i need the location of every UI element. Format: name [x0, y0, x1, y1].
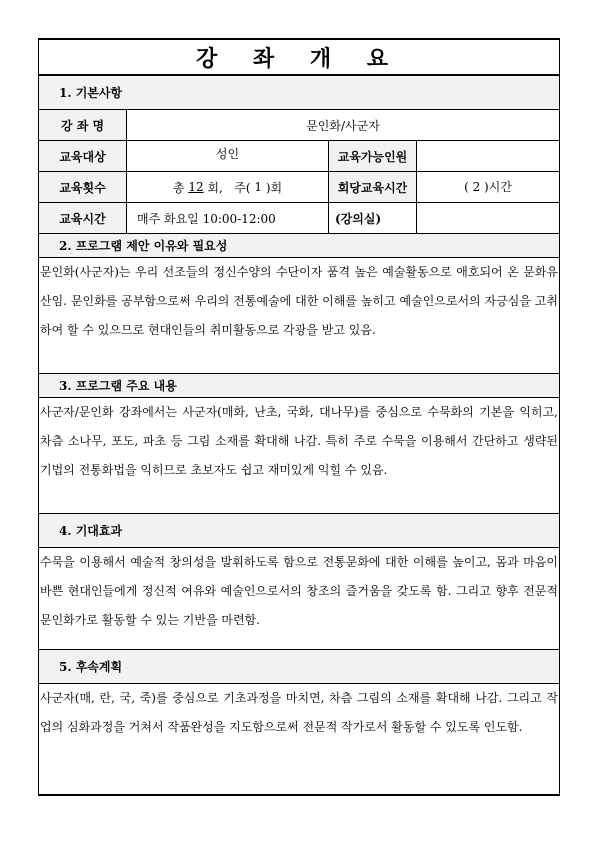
capacity-label: 교육가능인원	[329, 141, 417, 171]
section-heading-reason: 2. 프로그램 제안 이유와 필요성	[39, 234, 559, 258]
target-label: 교육대상	[39, 141, 127, 171]
section-text-effect: 수묵을 이용해서 예술적 창의성을 발휘하도록 함으로 전통문화에 대한 이해를 높이고, 몸과 마음이 바쁜 현대인들에게 정신적 여유와 예술인으로서의 창조의 즐거움을 갖도록 함. 그리고 향후 전문적 문인화가로 활동할 수 있는 기반을 마련함.	[39, 548, 559, 650]
time-label: 교육시간	[39, 203, 127, 233]
section-text-content: 사군자/문인화 강좌에서는 사군자(매화, 난초, 국화, 대나무)를 중심으로 수묵화의 기본을 익히고, 차츰 소나무, 포도, 파초 등 그림 소재를 확대해 나감. 특히 주로 수묵을 이용해서 간단하고 생략된 기법의 전통화법을 익히므로 초보자도 쉽고 재미있게 익힐 수 있음.	[39, 398, 559, 514]
document-title: 강 좌 개 요	[39, 40, 559, 76]
time-row	[39, 203, 559, 234]
course-name-row	[39, 110, 559, 141]
count-weekly: 1	[250, 180, 266, 194]
course-overview-document	[38, 38, 560, 796]
section-heading-effect: 4. 기대효과	[39, 514, 559, 548]
room-label: (강의실)	[329, 203, 417, 233]
count-prefix: 총	[172, 180, 185, 195]
count-row	[39, 172, 559, 203]
count-total: 12	[188, 180, 204, 194]
session-hours-value: ( 2 )시간	[464, 180, 512, 194]
section-heading-basic: 1. 기본사항	[39, 76, 559, 110]
target-value: 성인	[127, 141, 329, 171]
section-heading-followup: 5. 후속계획	[39, 650, 559, 684]
target-row	[39, 141, 559, 172]
count-suffix: )회	[265, 180, 283, 195]
section-heading-content: 3. 프로그램 주요 내용	[39, 374, 559, 398]
capacity-value	[417, 141, 559, 171]
session-hours-label: 회당교육시간	[329, 172, 417, 202]
section-text-followup: 사군자(매, 란, 국, 죽)를 중심으로 기초과정을 마치면, 차츰 그림의 소재를 확대해 나감. 그리고 작업의 심화과정을 거쳐서 작품완성을 지도함으로써 전문적 작가로서 활동할 수 있도록 인도함.	[40, 691, 558, 734]
section-text-reason: 문인화(사군자)는 우리 선조들의 정신수양의 수단이자 품격 높은 예술활동으로 애호되어 온 문화유산임. 문인화를 공부함으로써 우리의 전통예술에 대한 이해를 높히고 예술인으로서의 자긍심을 고취하여 할 수 있으므로 현대인들의 취미활동으로 각광을 받고 있음.	[39, 258, 559, 374]
count-value	[127, 172, 329, 202]
time-value: 매주 화요일 10:00-12:00	[127, 203, 329, 233]
count-mid: 회, 주(	[207, 180, 251, 195]
count-label: 교육횟수	[39, 172, 127, 202]
course-name-label: 강 좌 명	[39, 110, 127, 140]
room-value	[417, 203, 559, 233]
course-name-value: 문인화/사군자	[306, 118, 380, 133]
